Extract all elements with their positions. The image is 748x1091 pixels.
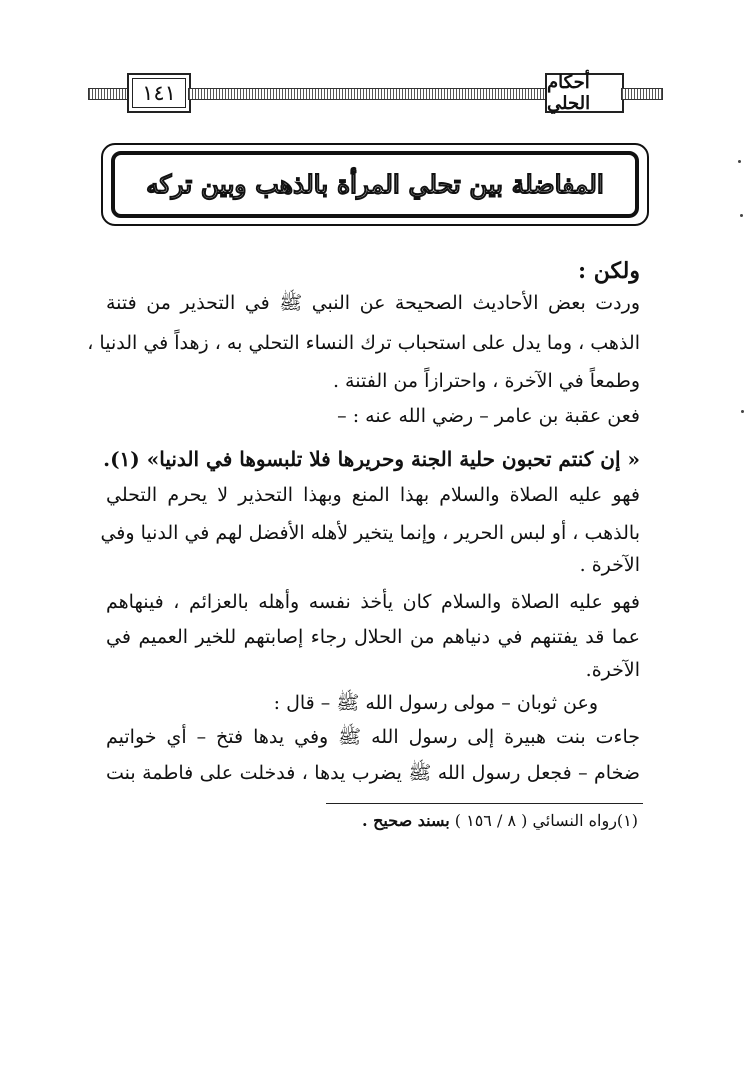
body-line-10: عما قد يفتنهم في دنياهم من الحلال رجاء إصابتهم للخير العميم في	[106, 626, 640, 648]
body-line-12: وعن ثوبان – مولى رسول الله ﷺ – قال :	[273, 692, 598, 714]
footnote-text: (١)رواه النسائي ( ٨ / ١٥٦ )	[454, 811, 638, 830]
running-title: أحكام الحلي	[545, 73, 624, 113]
footnote-emphasis: بسند صحيح .	[361, 811, 450, 830]
chapter-title-inner-frame	[111, 151, 639, 218]
body-line-9: فهو عليه الصلاة والسلام كان يأخذ نفسه وأهله بالعزائم ، فينهاهم	[106, 591, 640, 613]
hadith-quote: « إن كنتم تحبون حلية الجنة وحريرها فلا تلبسوها في الدنيا» (١).	[103, 447, 640, 471]
footnote	[362, 811, 638, 830]
body-line-4: فعن عقبة بن عامر – رضي الله عنه : –	[337, 405, 640, 427]
body-line-3: وطمعاً في الآخرة ، واحترازاً من الفتنة .	[332, 370, 640, 392]
section-heading: ولكن :	[577, 258, 640, 284]
body-line-8: الآخرة .	[579, 554, 640, 576]
header-ornament-left	[88, 88, 128, 100]
chapter-title: المفاضلة بين تحلي المرأة بالذهب وبين تركه	[146, 170, 604, 199]
scan-speck	[738, 160, 741, 163]
footnote-separator	[326, 803, 643, 804]
body-line-6: فهو عليه الصلاة والسلام بهذا المنع وبهذا التحذير لا يحرم التحلي	[106, 484, 640, 506]
body-line-11: الآخرة.	[585, 659, 640, 681]
body-line-7: بالذهب ، أو لبس الحرير ، وإنما يتخير لأهله الأفضل لهم في الدنيا وفي	[100, 522, 640, 544]
header-ornament-middle	[188, 88, 546, 100]
body-line-1: وردت بعض الأحاديث الصحيحة عن النبي ﷺ في التحذير من فتنة	[106, 292, 640, 314]
running-header	[88, 73, 662, 113]
scan-speck	[741, 410, 744, 413]
body-line-2: الذهب ، وما يدل على استحباب ترك النساء التحلي به ، زهداً في الدنيا ،	[87, 332, 640, 354]
scan-speck	[740, 214, 743, 217]
header-ornament-right	[621, 88, 663, 100]
body-line-14: ضخام – فجعل رسول الله ﷺ يضرب يدها ، فدخلت على فاطمة بنت	[106, 762, 640, 784]
page-number: ١٤١	[127, 73, 191, 113]
chapter-title-frame	[101, 143, 649, 226]
body-line-13: جاءت بنت هبيرة إلى رسول الله ﷺ وفي يدها فتخ – أي خواتيم	[106, 726, 640, 748]
